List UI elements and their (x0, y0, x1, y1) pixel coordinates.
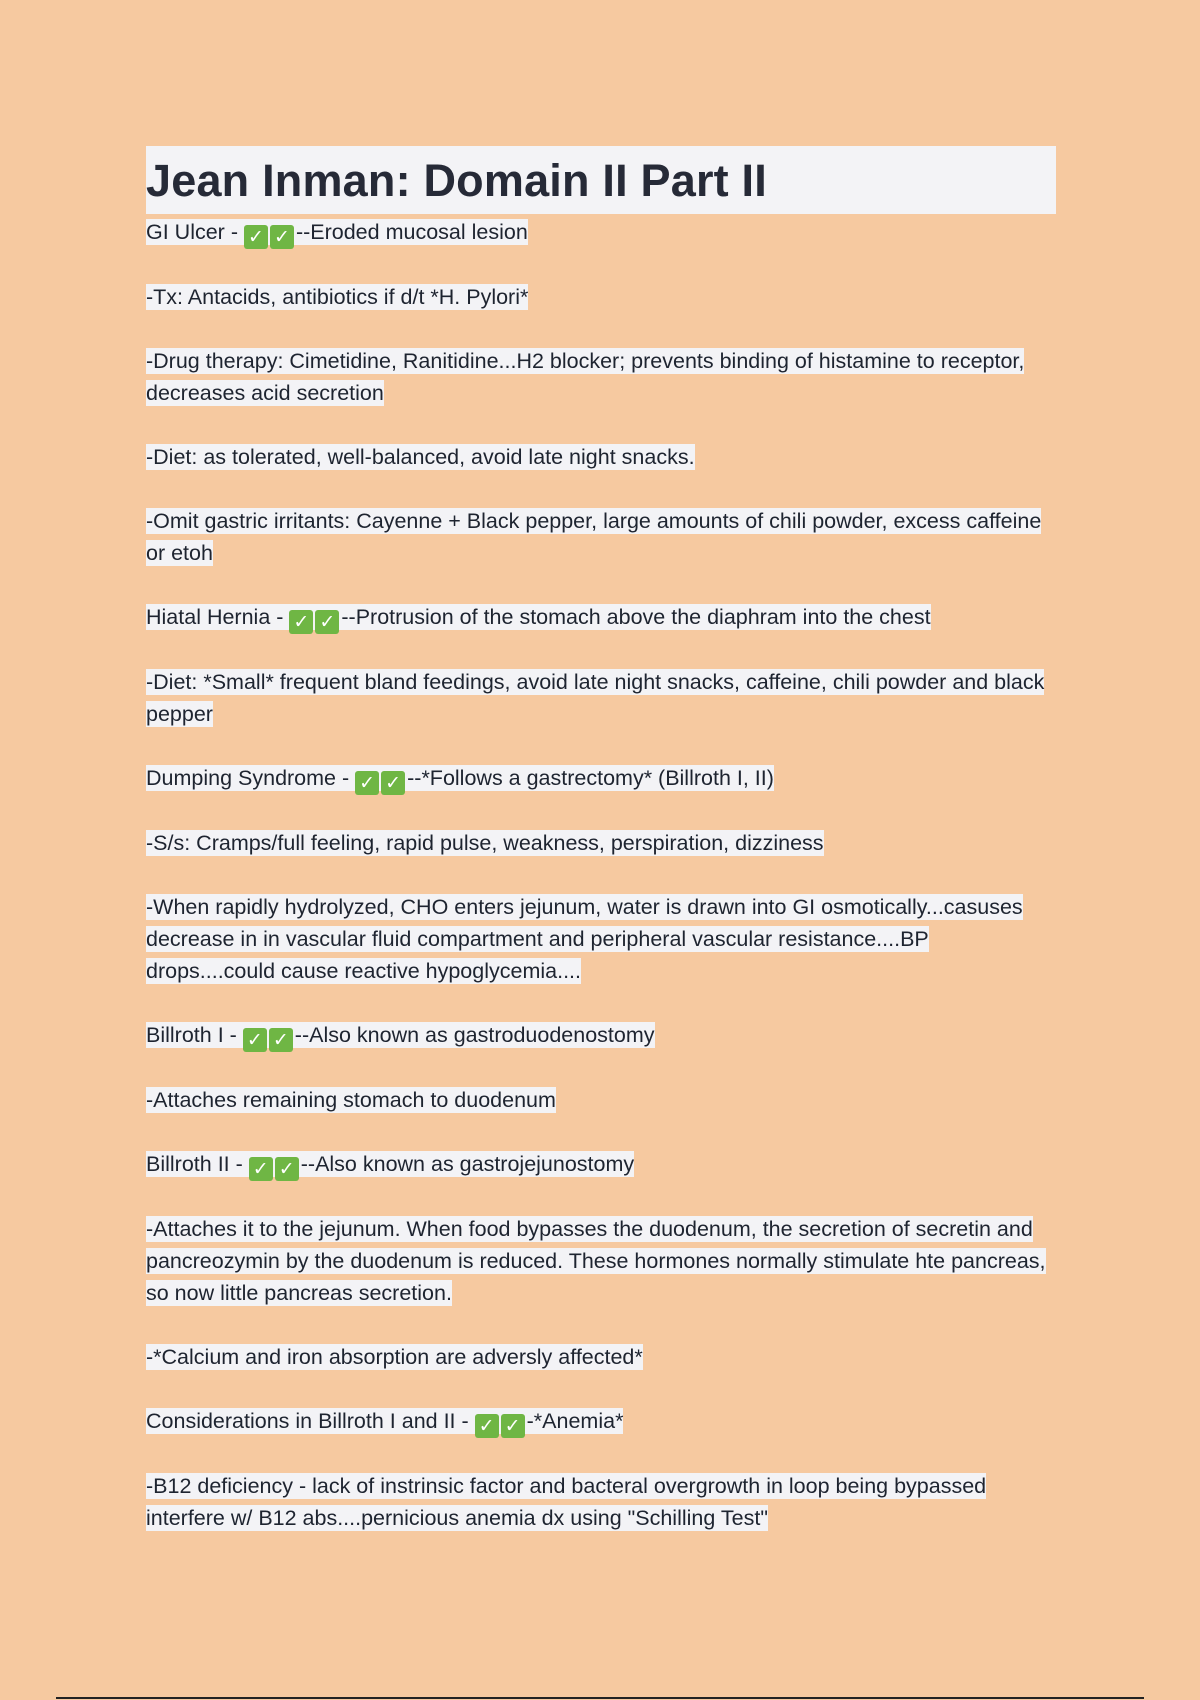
term-description: --Also known as gastroduodenostomy (294, 1023, 655, 1047)
note-list (146, 216, 1056, 1534)
note-item (146, 1019, 1056, 1052)
note-item (146, 827, 1056, 859)
term-label: Considerations in Billroth I and II - (146, 1409, 475, 1433)
check-mark-icon: ✓ (475, 1414, 499, 1438)
footer-divider (56, 1697, 1144, 1699)
check-mark-icon: ✓ (381, 771, 405, 795)
term-label: Hiatal Hernia - (146, 605, 290, 629)
note-item (146, 762, 1056, 795)
check-mark-icon: ✓ (501, 1414, 525, 1438)
note-text: -Drug therapy: Cimetidine, Ranitidine...H2 blocker; prevents binding of histamine to receptor, decreases acid secretion (146, 349, 1025, 405)
check-mark-icon: ✓ (355, 771, 379, 795)
check-mark-icon: ✓ (269, 1028, 293, 1052)
title-bar (146, 146, 1056, 214)
note-text: -Omit gastric irritants: Cayenne + Black pepper, large amounts of chili powder, excess caffeine or etoh (146, 509, 1042, 565)
note-text: -*Calcium and iron absorption are adversly affected* (146, 1345, 643, 1369)
term-description: --*Follows a gastrectomy* (Billroth I, II) (407, 766, 774, 790)
note-item (146, 1148, 1056, 1181)
note-text: -B12 deficiency - lack of instrinsic factor and bacteral overgrowth in loop being bypassed interfere w/ B12 abs....pernicious anemia dx using "Schilling Test" (146, 1474, 987, 1530)
term-label: GI Ulcer - (146, 220, 244, 244)
check-mark-icon: ✓ (270, 225, 294, 249)
note-text: -Tx: Antacids, antibiotics if d/t *H. Pylori* (146, 285, 529, 309)
check-mark-icon: ✓ (249, 1157, 273, 1181)
note-text: -Attaches it to the jejunum. When food bypasses the duodenum, the secretion of secretin and pancreozymin by the duodenum is reduced. These hormones normally stimulate hte pancreas, so now little pancreas secretion. (146, 1217, 1046, 1305)
check-mark-icon: ✓ (315, 610, 339, 634)
note-item (146, 216, 1056, 249)
note-item (146, 345, 1056, 409)
note-item (146, 1084, 1056, 1116)
note-item (146, 1213, 1056, 1309)
check-mark-icon: ✓ (289, 610, 313, 634)
note-item (146, 1341, 1056, 1373)
note-text: -Diet: as tolerated, well-balanced, avoid late night snacks. (146, 445, 695, 469)
document (146, 146, 1056, 1566)
note-item (146, 441, 1056, 473)
term-description: --Eroded mucosal lesion (295, 220, 528, 244)
note-item (146, 505, 1056, 569)
note-item (146, 666, 1056, 730)
note-item (146, 1470, 1056, 1534)
note-text: -S/s: Cramps/full feeling, rapid pulse, weakness, perspiration, dizziness (146, 831, 824, 855)
term-description: --Protrusion of the stomach above the diaphram into the chest (341, 605, 931, 629)
term-label: Dumping Syndrome - (146, 766, 356, 790)
page-title: Jean Inman: Domain II Part II (146, 154, 767, 206)
term-label: Billroth I - (146, 1023, 243, 1047)
term-description: -*Anemia* (526, 1409, 624, 1433)
check-mark-icon: ✓ (244, 225, 268, 249)
term-description: --Also known as gastrojejunostomy (300, 1152, 635, 1176)
note-text: -Diet: *Small* frequent bland feedings, avoid late night snacks, caffeine, chili powder and black pepper (146, 670, 1045, 726)
note-item (146, 891, 1056, 987)
term-label: Billroth II - (146, 1152, 249, 1176)
check-mark-icon: ✓ (243, 1028, 267, 1052)
note-item (146, 1405, 1056, 1438)
note-text: -When rapidly hydrolyzed, CHO enters jejunum, water is drawn into GI osmotically...casuses decrease in in vascular fluid compartment and peripheral vascular resistance....BP drops....could cause reactive hypoglycemia.... (146, 895, 1023, 983)
note-text: -Attaches remaining stomach to duodenum (146, 1088, 556, 1112)
note-item (146, 601, 1056, 634)
check-mark-icon: ✓ (275, 1157, 299, 1181)
note-item (146, 281, 1056, 313)
